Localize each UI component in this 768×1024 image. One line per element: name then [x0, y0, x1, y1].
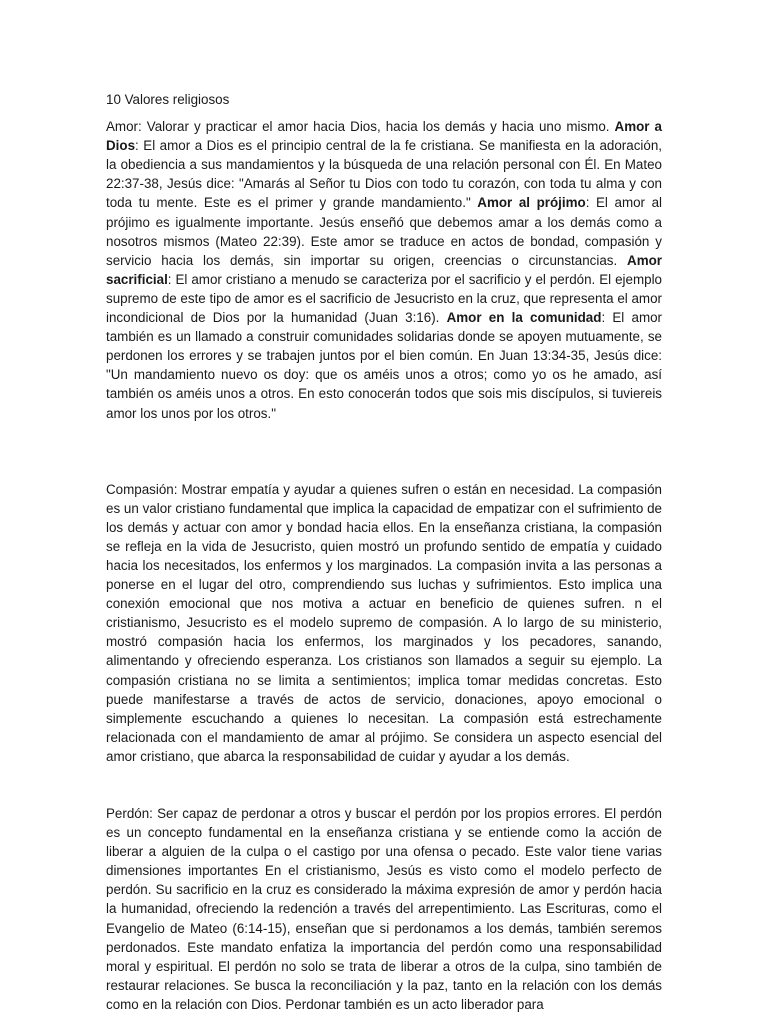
document-title: 10 Valores religiosos — [106, 92, 230, 107]
amor-en-la-comunidad-heading: Amor en la comunidad — [446, 310, 602, 326]
amor-en-la-comunidad-text: : El amor también es un llamado a construir comunidades solidarias donde se apoyen mutuamente, se perdonen los errores y se trabajen juntos por el bien común. En Juan 13:34-35, Jesús dice: "Un mandamiento nuevo os doy: que os améis unos a otros; como yo os he amado, así también os améis unos a otros. En esto conocerán todos que sois mis discípulos, si tuviereis amor los unos por los otros." — [106, 310, 663, 421]
paragraph-perdon — [106, 804, 662, 1014]
paragraph-compasion — [106, 480, 662, 766]
paragraph-amor — [106, 117, 662, 423]
perdon-text: Perdón: Ser capaz de perdonar a otros y buscar el perdón por los propios errores. El perdón es un concepto fundamental en la enseñanza cristiana y se entiende como la acción de liberar a alguien de la culpa o el castigo por una ofensa o pecado. Este valor tiene varias dimensiones importantes En el cristianismo, Jesús es visto como el modelo perfecto de perdón. Su sacrificio en la cruz es considerado la máxima expresión de amor y perdón hacia la humanidad, ofreciendo la redención a través del arrepentimiento. Las Escrituras, como el Evangelio de Mateo (6:14-15), enseñan que si perdonamos a los demás, también seremos perdonados. Este mandato enfatiza la importancia del perdón como una responsabilidad moral y espiritual. El perdón no solo se trata de liberar a otros de la culpa, sino también de restaurar relaciones. Se busca la reconciliación y la paz, tanto en la relación con los demás como en la relación con Dios. Perdonar también es un acto liberador para — [106, 806, 662, 1012]
document-page — [106, 90, 662, 1014]
compasion-text: Compasión: Mostrar empatía y ayudar a quienes sufren o están en necesidad. La compasión es un valor cristiano fundamental que implica la capacidad de empatizar con el sufrimiento de los demás y actuar con amor y bondad hacia ellos. En la enseñanza cristiana, la compasión se refleja en la vida de Jesucristo, quien mostró un profundo sentido de empatía y cuidado hacia los necesitados, los enfermos y los marginados. La compasión invita a las personas a ponerse en el lugar del otro, comprendiendo sus luchas y sufrimientos. Esto implica una conexión emocional que nos motiva a actuar en beneficio de quienes sufren. n el cristianismo, Jesucristo es el modelo supremo de compasión. A lo largo de su ministerio, mostró compasión hacia los enfermos, los marginados y los pecadores, sanando, alimentando y ofreciendo esperanza. Los cristianos son llamados a seguir su ejemplo. La compasión cristiana no se limita a sentimientos; implica tomar medidas concretas. Esto puede manifestarse a través de actos de servicio, donaciones, apoyo emocional o simplemente escuchando a quienes lo necesitan. La compasión está estrechamente relacionada con el mandamiento de amar al prójimo. Se considera un aspecto esencial del amor cristiano, que abarca la responsabilidad de cuidar y ayudar a los demás. — [106, 481, 662, 764]
amor-sacrificial-heading: Amor sacrificial — [106, 252, 662, 287]
amor-a-dios-heading: Amor a Dios — [106, 119, 663, 154]
amor-al-projimo-text: : El amor al prójimo es igualmente importante. Jesús enseñó que debemos amar a los demás como a nosotros mismos (Mateo 22:39). Este amor se traduce en actos de bondad, compasión y servicio hacia los demás, sin importar su origen, creencias o circunstancias. — [106, 195, 663, 268]
amor-a-dios-text: : El amor a Dios es el principio central de la fe cristiana. Se manifiesta en la adoración, la obediencia a sus mandamientos y la búsqueda de una relación personal con Él. En Mateo 22:37-38, Jesús dice: "Amarás al Señor tu Dios con todo tu corazón, con toda tu alma y con toda tu mente. Este es el primer y grande mandamiento." — [106, 138, 662, 211]
amor-al-projimo-heading: Amor al prójimo — [477, 195, 586, 211]
amor-sacrificial-text: : El amor cristiano a menudo se caracteriza por el sacrificio y el perdón. El ejemplo supremo de este tipo de amor es el sacrificio de Jesucristo en la cruz, que representa el amor incondicional de Dios por la humanidad (Juan 3:16). — [106, 271, 662, 326]
amor-intro-text: Amor: Valorar y practicar el amor hacia Dios, hacia los demás y hacia uno mismo. — [106, 119, 615, 135]
